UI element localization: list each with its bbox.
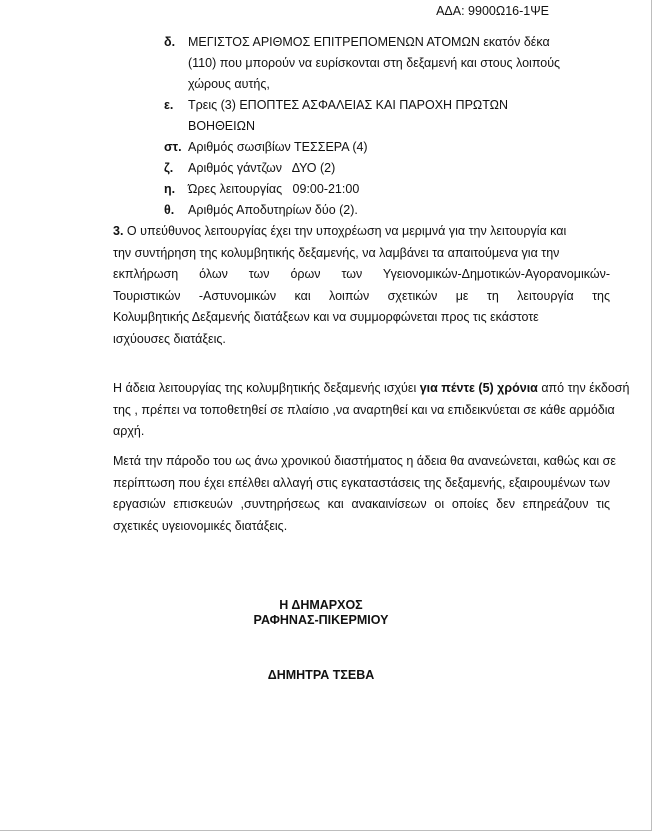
list-text-continuation: (110) που μπορούν να ευρίσκονται στη δεξαμενή και στους λοιπούς [188,56,561,70]
paragraph-line: Η άδεια λειτουργίας της κολυμβητικής δεξαμενής ισχύει για πέντε (5) χρόνια από την έκδοσή [113,381,630,395]
signature-name: ΔΗΜΗΤΡΑ ΤΣΕΒΑ [267,668,375,682]
paragraph-line: ισχύουσες διατάξεις. [113,331,226,346]
list-text-continuation: ΒΟΗΘΕΙΩΝ [188,119,255,133]
list-marker: ζ. [164,161,174,175]
paragraph-line: εκπλήρωση όλων των όρων των Υγειονομικών-Δημοτικών-Αγορανομικών- [113,267,610,281]
paragraph-line: 3. Ο υπεύθυνος λειτουργίας έχει την υποχρέωση να μεριμνά για την λειτουργία και [113,224,567,238]
paragraph-line: σχετικές υγειονομικές διατάξεις. [113,518,288,533]
paragraph-line: Κολυμβητικής Δεξαμενής διατάξεων και να συμμορφώνεται προς τις εκάστοτε [113,310,539,324]
paragraph-number: 3. [113,224,124,238]
paragraph-line: εργασιών επισκευών ,συντηρήσεως και ανακαινίσεων οι οποίες δεν επηρεάζουν τις [113,497,610,511]
paragraph-line: την συντήρηση της κολυμβητικής δεξαμενής, να λαμβάνει τα απαιτούμενα για την [113,245,560,260]
list-text: Αριθμός Αποδυτηρίων δύο (2). [188,203,358,217]
paragraph-line: Μετά την πάροδο του ως άνω χρονικού διαστήματος η άδεια θα ανανεώνεται, καθώς και σε [113,454,616,468]
paragraph-renewal [113,451,616,537]
paragraph-line: περίπτωση που έχει επέλθει αλλαγή στις εγκαταστάσεις της δεξαμενής, εξαιρουμένων των [113,475,610,490]
list-text: Αριθμός γάντζων ΔΥΟ (2) [188,161,336,175]
paragraph-line: της , πρέπει να τοποθετηθεί σε πλαίσιο ,να αναρτηθεί και να επιδεικνύεται σε κάθε αρμόδια [113,402,615,417]
signature-title: Η ΔΗΜΑΡΧΟΣ [279,598,363,612]
list-text: Τρεις (3) ΕΠΟΠΤΕΣ ΑΣΦΑΛΕΙΑΣ ΚΑΙ ΠΑΡΟΧΗ ΠΡΩΤΩΝ [188,98,509,112]
ada-header: ΑΔΑ: 9900Ω16-1ΨΕ [436,4,549,18]
paragraph-line: αρχή. [113,424,145,438]
paragraph-line: Τουριστικών -Αστυνομικών και λοιπών σχετικών με τη λειτουργία της [113,288,610,303]
validity-period: για πέντε (5) χρόνια [419,381,538,395]
list-marker: θ. [164,203,175,217]
list-marker: ε. [164,98,174,112]
list-text: ΜΕΓΙΣΤΟΣ ΑΡΙΘΜΟΣ ΕΠΙΤΡΕΠΟΜΕΝΩΝ ΑΤΟΜΩΝ εκατόν δέκα [188,35,550,49]
list-marker: στ. [164,140,182,154]
list-marker: δ. [164,35,176,49]
list-text: Αριθμός σωσιβίων ΤΕΣΣΕΡΑ (4) [188,140,368,154]
list-text-continuation: χώρους αυτής, [188,77,270,91]
paragraph-3 [113,221,610,350]
paragraph-validity [113,378,630,443]
signature-municipality: ΡΑΦΗΝΑΣ-ΠΙΚΕΡΜΙΟΥ [253,613,389,627]
list-text: Ώρες λειτουργίας 09:00-21:00 [188,182,360,196]
list-marker: η. [164,182,176,196]
